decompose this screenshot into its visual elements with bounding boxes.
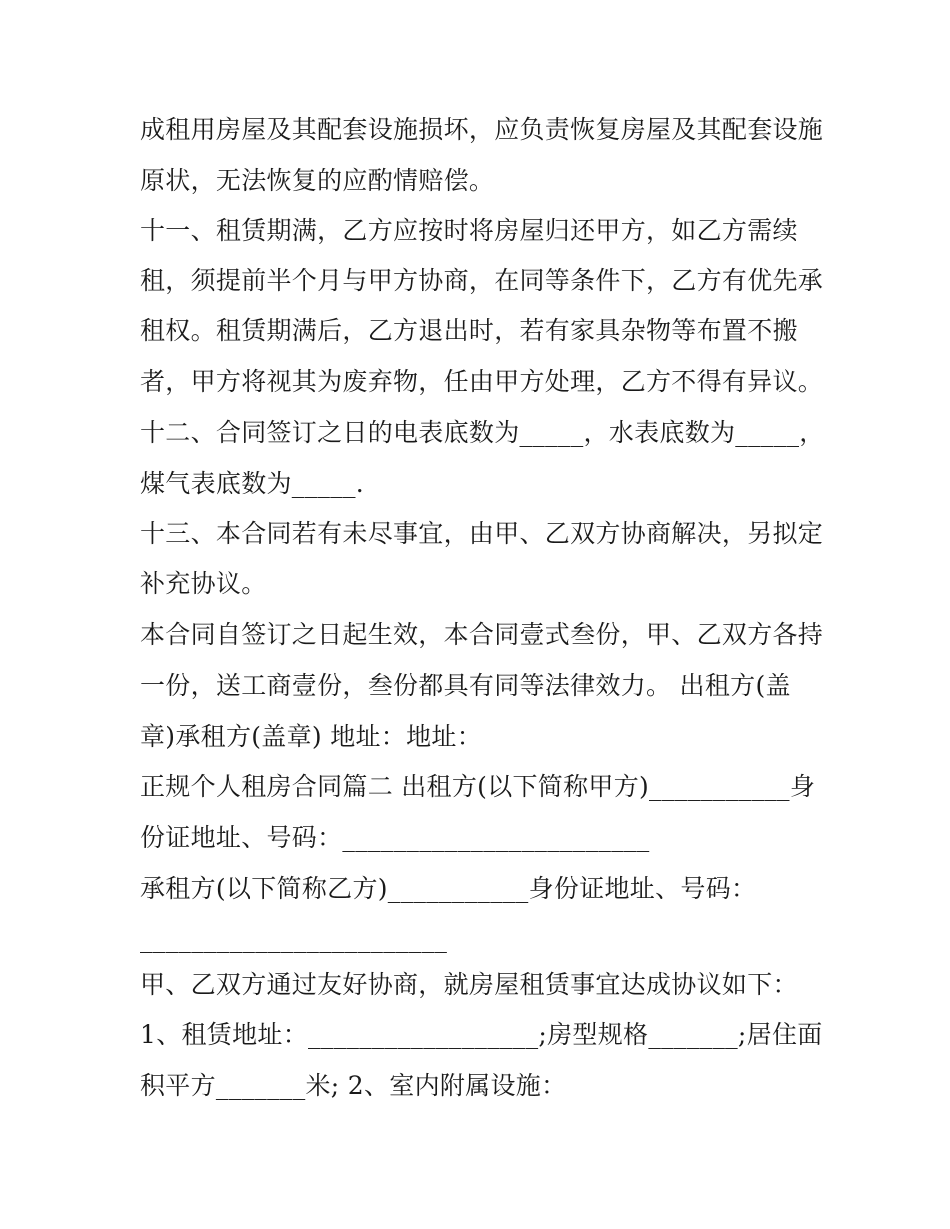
text-line-16: 承租方(以下简称乙方)___________身份证地址、号码： <box>140 874 757 903</box>
text-line-11: 本合同自签订之日起生效，本合同壹式叁份，甲、乙双方各持 <box>140 620 824 649</box>
text-line-15: 份证地址、号码：________________________ <box>140 823 650 852</box>
text-line-10: 补充协议。 <box>140 569 267 598</box>
text-line-8: 煤气表底数为_____. <box>140 469 365 498</box>
text-line-20: 积平方_______米; 2、室内附属设施： <box>140 1071 567 1100</box>
text-line-12: 一份，送工商壹份，叁份都具有同等法律效力。 出租方(盖 <box>140 671 791 700</box>
text-line-14: 正规个人租房合同篇二 出租方(以下简称甲方)___________身 <box>140 772 816 801</box>
text-line-13: 章)承租方(盖章) 地址：地址： <box>140 722 483 751</box>
text-line-2: 原状，无法恢复的应酌情赔偿。 <box>140 166 495 195</box>
text-line-5: 租权。租赁期满后，乙方退出时，若有家具杂物等布置不搬 <box>140 316 798 345</box>
text-line-3: 十一、租赁期满，乙方应按时将房屋归还甲方，如乙方需续 <box>140 216 798 245</box>
text-line-17: ________________________ <box>140 924 448 953</box>
text-line-4: 租，须提前半个月与甲方协商，在同等条件下，乙方有优先承 <box>140 266 824 295</box>
text-line-1: 成租用房屋及其配套设施损坏，应负责恢复房屋及其配套设施 <box>140 115 824 144</box>
text-line-7: 十二、合同签订之日的电表底数为_____，水表底数为_____， <box>140 418 825 447</box>
text-line-18: 甲、乙双方通过友好协商，就房屋租赁事宜达成协议如下： <box>140 970 798 999</box>
text-line-9: 十三、本合同若有未尽事宜，由甲、乙双方协商解决，另拟定 <box>140 519 824 548</box>
text-line-6: 者，甲方将视其为废弃物，任由甲方处理，乙方不得有异议。 <box>140 367 824 396</box>
text-line-19: 1、租赁地址：__________________;房型规格_______;居住面 <box>140 1020 823 1049</box>
